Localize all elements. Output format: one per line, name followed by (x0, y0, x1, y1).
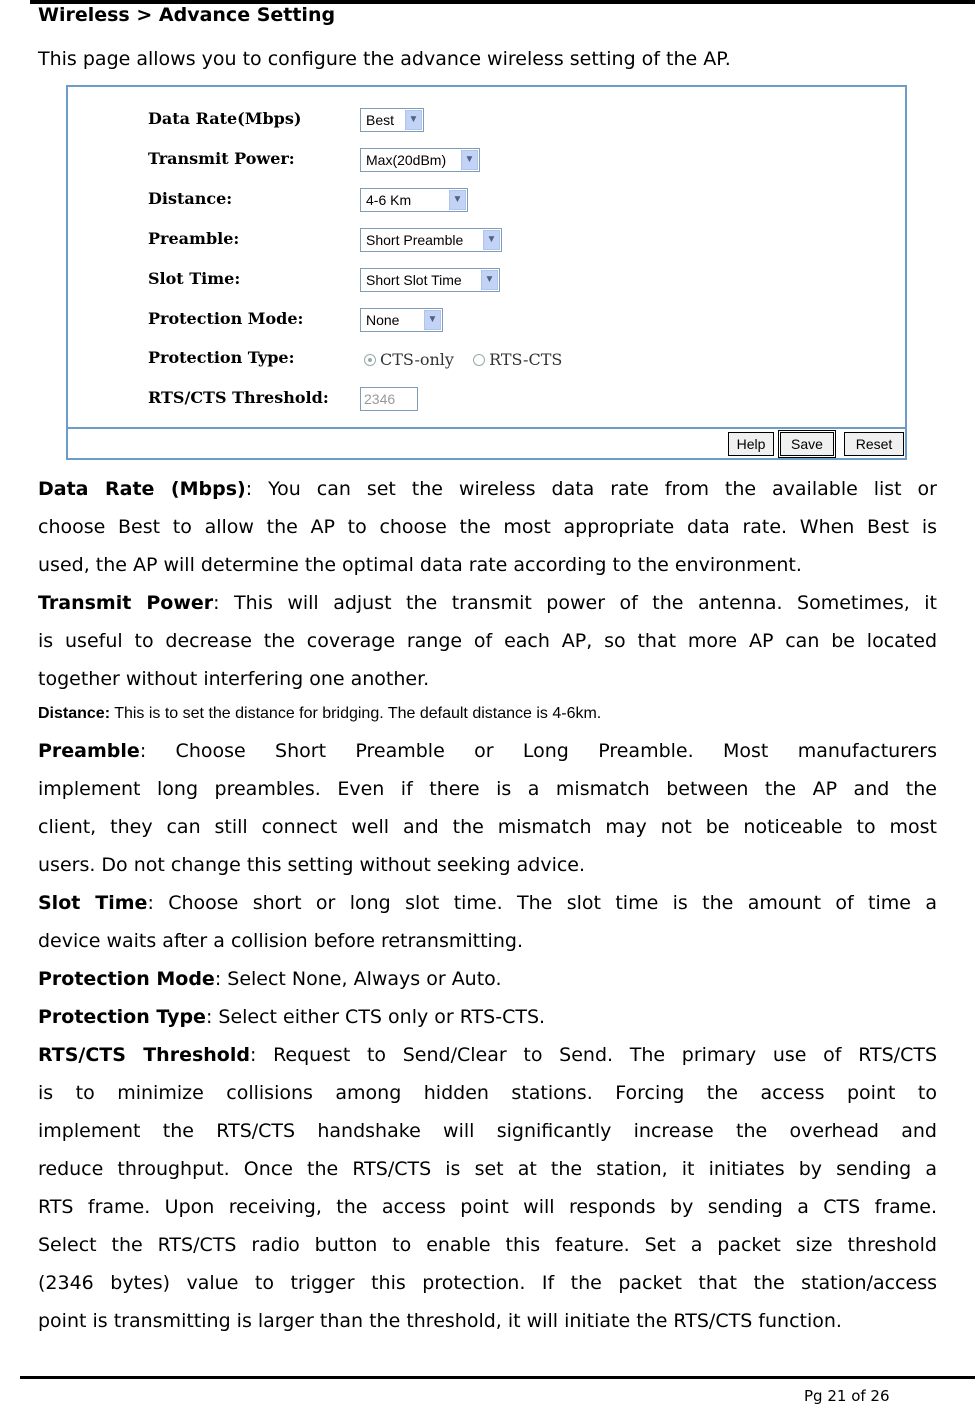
line-text: : This will adjust the transmit power of the antenna. Sometimes, it (213, 592, 937, 614)
protection-type-radios (364, 350, 576, 369)
paragraph-line: point is transmitting is larger than the threshold, it will initiate the RTS/CTS function. (38, 1310, 842, 1332)
paragraph-line (38, 732, 937, 770)
rts-paragraph (38, 1036, 937, 1340)
paragraph-line: users. Do not change this setting without seeking advice. (38, 854, 586, 876)
paragraph-line: (2346 bytes) value to trigger this protection. If the packet that the station/access (38, 1272, 937, 1294)
rts-threshold-label: RTS/CTS Threshold: (148, 388, 329, 407)
line-text: : Choose short or long slot time. The slot time is the amount of time a (147, 892, 937, 914)
slot-time-select[interactable] (360, 268, 500, 292)
distance-paragraph (38, 696, 937, 732)
data-rate-paragraph (38, 470, 937, 584)
line-text: : Select either CTS only or RTS-CTS. (205, 1006, 546, 1028)
rts-cts-label: RTS-CTS (489, 350, 563, 369)
protection-mode-paragraph (38, 960, 937, 998)
term: Distance: (38, 705, 111, 722)
term: Protection Type (38, 1006, 206, 1028)
intro-text: This page allows you to configure the advance wireless setting of the AP. (38, 48, 731, 70)
paragraph-line: implement the RTS/CTS handshake will significantly increase the overhead and (38, 1120, 937, 1142)
chevron-down-icon: ▼ (461, 150, 478, 170)
cts-only-label: CTS-only (380, 350, 454, 369)
paragraph-line: RTS frame. Upon receiving, the access point will responds by sending a CTS frame. (38, 1196, 937, 1218)
term: RTS/CTS Threshold (38, 1044, 250, 1066)
paragraph-line: is useful to decrease the coverage range of each AP, so that more AP can be located (38, 630, 937, 652)
paragraph-line (38, 884, 937, 922)
term: Protection Mode (38, 968, 215, 990)
data-rate-label: Data Rate(Mbps) (148, 109, 302, 128)
data-rate-value: Best (366, 112, 395, 128)
distance-label: Distance: (148, 189, 233, 208)
paragraph-line (38, 470, 937, 508)
distance-select[interactable] (360, 188, 468, 212)
preamble-label: Preamble: (148, 229, 240, 248)
transmit-power-value: Max(20dBm) (366, 152, 447, 168)
protection-mode-select[interactable] (360, 308, 443, 332)
line-text: : Select None, Always or Auto. (214, 968, 502, 990)
data-rate-select[interactable] (360, 108, 424, 132)
paragraph-line: reduce throughput. Once the RTS/CTS is set at the station, it initiates by sending a (38, 1158, 937, 1180)
line-text: : You can set the wireless data rate from the available list or (245, 478, 937, 500)
paragraph-line: client, they can still connect well and the mismatch may not be noticeable to most (38, 816, 937, 838)
paragraph-line: device waits after a collision before retransmitting. (38, 930, 523, 952)
preamble-value: Short Preamble (366, 232, 464, 248)
panel-divider (68, 427, 905, 429)
chevron-down-icon: ▼ (483, 230, 500, 250)
bottom-rule (20, 1376, 975, 1379)
chevron-down-icon: ▼ (481, 270, 498, 290)
protection-mode-value: None (366, 312, 400, 328)
settings-panel (66, 85, 907, 460)
page-number: Pg 21 of 26 (804, 1387, 890, 1405)
save-button[interactable]: Save (780, 432, 834, 456)
paragraph-line: implement long preambles. Even if there is a mismatch between the AP and the (38, 778, 937, 800)
rts-cts-radio[interactable] (473, 354, 485, 366)
protection-mode-label: Protection Mode: (148, 309, 304, 328)
reset-button[interactable]: Reset (844, 432, 904, 456)
protection-type-label: Protection Type: (148, 348, 295, 367)
paragraph-line: choose Best to allow the AP to choose the most appropriate data rate. When Best is (38, 516, 937, 538)
transmit-power-select[interactable] (360, 148, 480, 172)
slot-time-value: Short Slot Time (366, 272, 462, 288)
transmit-power-label: Transmit Power: (148, 149, 295, 168)
term: Data Rate (Mbps) (38, 478, 246, 500)
distance-value: 4-6 Km (366, 192, 412, 208)
transmit-power-paragraph (38, 584, 937, 698)
preamble-paragraph (38, 732, 937, 884)
section-heading: Wireless > Advance Setting (38, 4, 336, 26)
cts-only-radio[interactable] (364, 354, 376, 366)
chevron-down-icon: ▼ (424, 310, 441, 330)
paragraph-line: used, the AP will determine the optimal data rate according to the environment. (38, 554, 802, 576)
preamble-select[interactable] (360, 228, 502, 252)
paragraph-line (38, 1036, 937, 1074)
slot-time-label: Slot Time: (148, 269, 241, 288)
line-text: : Choose Short Preamble or Long Preamble. Most manufacturers (139, 740, 937, 762)
slot-time-paragraph (38, 884, 937, 960)
protection-type-paragraph (38, 998, 937, 1036)
term: Preamble (38, 740, 140, 762)
chevron-down-icon: ▼ (405, 110, 422, 130)
term: Transmit Power (38, 592, 214, 614)
help-button[interactable]: Help (728, 432, 774, 456)
rts-threshold-input[interactable]: 2346 (360, 387, 418, 411)
term: Slot Time (38, 892, 148, 914)
paragraph-line: together without interfering one another. (38, 668, 430, 690)
paragraph-line (38, 584, 937, 622)
line-text: This is to set the distance for bridging. The default distance is 4-6km. (110, 705, 602, 722)
paragraph-line: is to minimize collisions among hidden stations. Forcing the access point to (38, 1082, 937, 1104)
line-text: : Request to Send/Clear to Send. The primary use of RTS/CTS (249, 1044, 938, 1066)
chevron-down-icon: ▼ (449, 190, 466, 210)
paragraph-line: Select the RTS/CTS radio button to enable this feature. Set a packet size threshold (38, 1234, 937, 1256)
